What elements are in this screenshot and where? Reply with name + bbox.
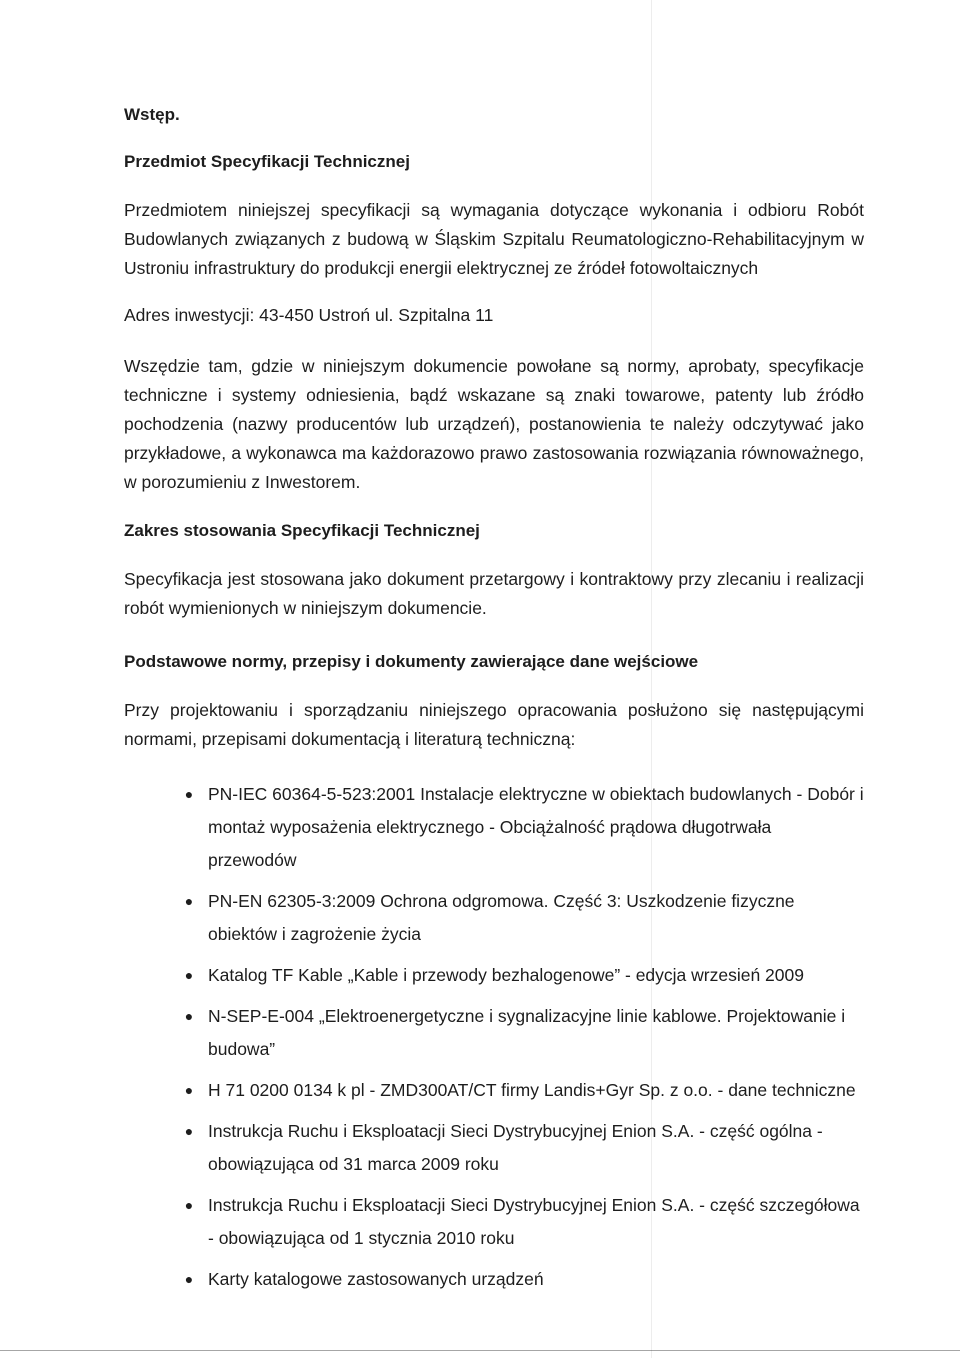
bullet-icon: ● (184, 786, 194, 802)
norms-intro-paragraph: Przy projektowaniu i sporządzaniu niniejszego opracowania posłużono się następującymi normami, przepisami dokumentacją i literaturą techniczną: (124, 700, 864, 749)
section-heading-scope: Zakres stosowania Specyfikacji Technicznej (124, 521, 480, 540)
section-heading-norms: Podstawowe normy, przepisy i dokumenty zawierające dane wejściowe (124, 652, 699, 671)
list-item-text: Instrukcja Ruchu i Eksploatacji Sieci Dystrybucyjnej Enion S.A. - część szczegółowa - obowiązująca od 1 stycznia 2010 roku (208, 1195, 860, 1248)
page-bottom-edge (0, 1350, 960, 1351)
bullet-icon: ● (184, 1197, 194, 1213)
list-item-text: N-SEP-E-004 „Elektroenergetyczne i sygnalizacyjne linie kablowe. Projektowanie i budowa” (208, 1006, 846, 1059)
list-item-text: PN-IEC 60364-5-523:2001 Instalacje elektryczne w obiektach budowlanych - Dobór i montaż wyposażenia elektrycznego - Obciążalność prądowa długotrwała przewodów (208, 784, 864, 870)
list-item (182, 1189, 864, 1255)
list-item (182, 959, 864, 992)
bullet-icon: ● (184, 967, 194, 983)
list-item (182, 778, 864, 877)
scope-paragraph: Specyfikacja jest stosowana jako dokument przetargowy i kontraktowy przy zlecaniu i realizacji robót wymienionych w niniejszym dokumencie. (124, 569, 864, 618)
equivalence-paragraph: Wszędzie tam, gdzie w niniejszym dokumencie powołane są normy, aprobaty, specyfikacje techniczne i systemy odniesienia, bądź wskazane są znaki towarowe, patenty lub źródło pochodzenia (nazwy producentów lub urządzeń), postanowienia te należy odczytywać jako przykładowe, a wykonawca ma każdorazowo prawo zastosowania rozwiązania równoważnego, w porozumieniu z Inwestorem. (124, 356, 864, 492)
investment-address: Adres inwestycji: 43-450 Ustroń ul. Szpitalna 11 (124, 305, 494, 325)
list-item (182, 1115, 864, 1181)
list-item (182, 885, 864, 951)
list-item-text: Karty katalogowe zastosowanych urządzeń (208, 1269, 544, 1289)
list-item-text: PN-EN 62305-3:2009 Ochrona odgromowa. Część 3: Uszkodzenie fizyczne obiektów i zagrożenie życia (208, 891, 795, 944)
list-item-text: Katalog TF Kable „Kable i przewody bezhalogenowe” - edycja wrzesień 2009 (208, 965, 804, 985)
section-heading-subject: Przedmiot Specyfikacji Technicznej (124, 152, 410, 171)
bullet-icon: ● (184, 1008, 194, 1024)
list-item (182, 1000, 864, 1066)
list-item-text: Instrukcja Ruchu i Eksploatacji Sieci Dystrybucyjnej Enion S.A. - część ogólna - obowiązująca od 31 marca 2009 roku (208, 1121, 823, 1174)
list-item (182, 1263, 864, 1296)
bullet-icon: ● (184, 1082, 194, 1098)
bullet-icon: ● (184, 1271, 194, 1287)
list-item-text: H 71 0200 0134 k pl - ZMD300AT/CT firmy Landis+Gyr Sp. z o.o. - dane techniczne (208, 1080, 856, 1100)
bullet-icon: ● (184, 1123, 194, 1139)
document-content (124, 104, 864, 1304)
subject-paragraph: Przedmiotem niniejszej specyfikacji są wymagania dotyczące wykonania i odbioru Robót Budowlanych związanych z budową w Śląskim Szpitalu Reumatologiczno-Rehabilitacyjnym w Ustroniu infrastruktury do produkcji energii elektrycznej ze źródeł fotowoltaicznych (124, 200, 864, 278)
list-item (182, 1074, 864, 1107)
document-title: Wstęp. (124, 105, 180, 124)
norms-list (124, 778, 864, 1296)
bullet-icon: ● (184, 893, 194, 909)
